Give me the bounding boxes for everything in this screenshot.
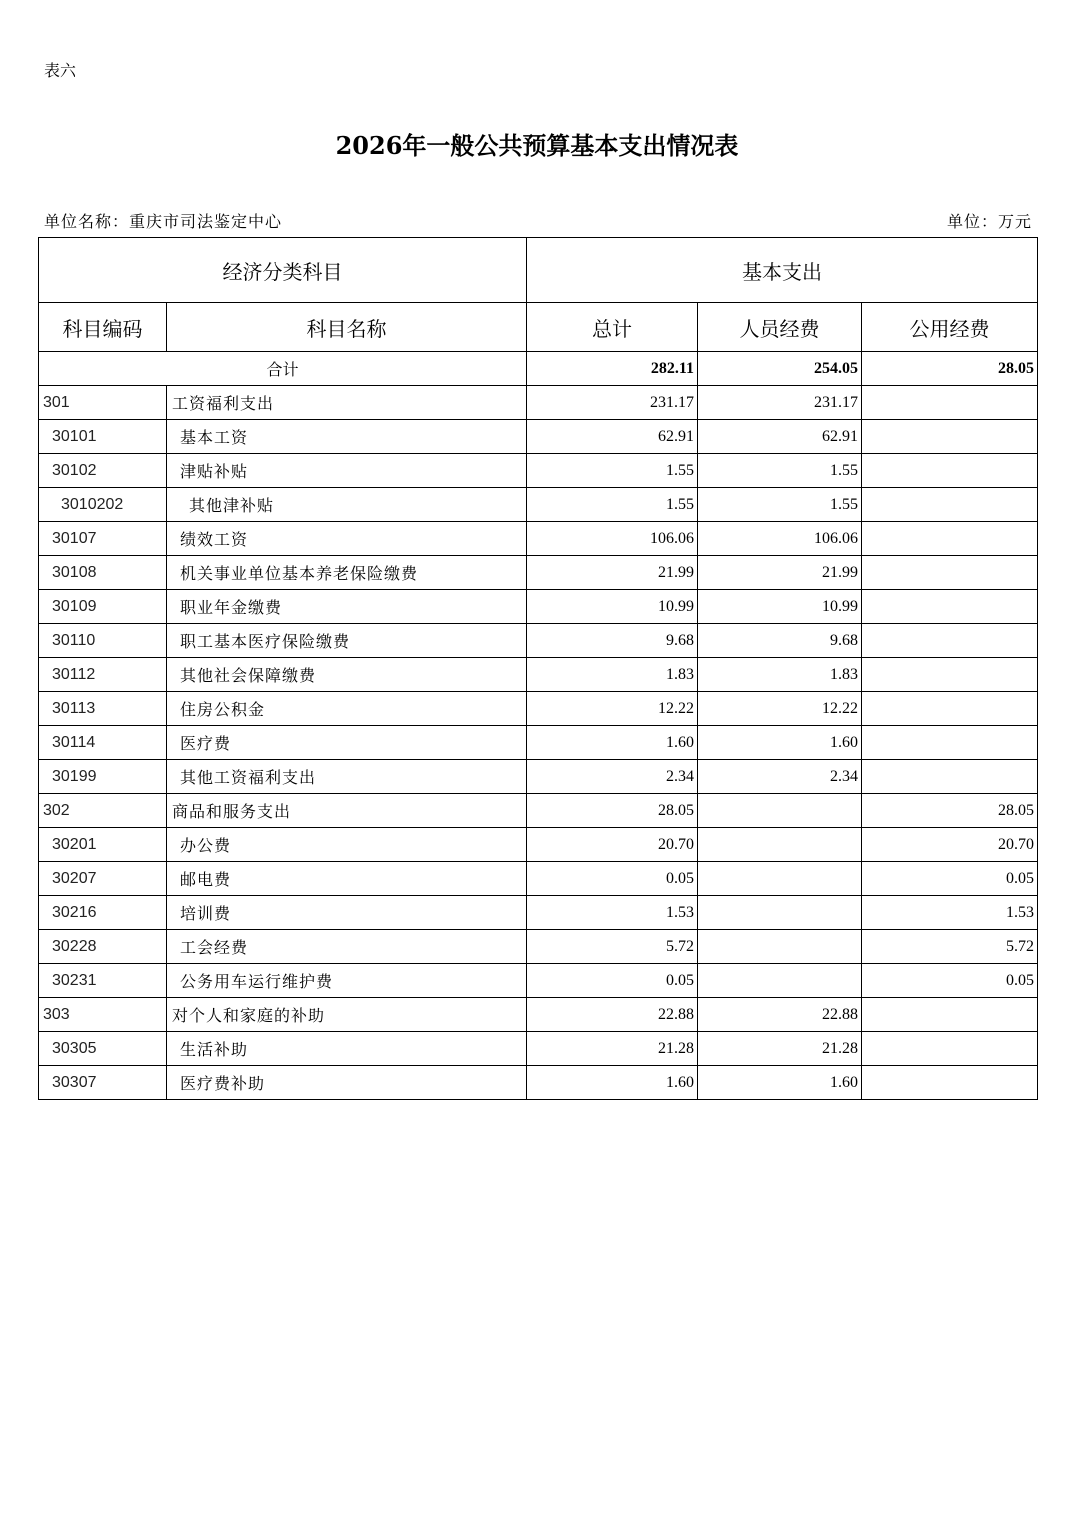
row-name: 培训费 [167,896,527,930]
row-name: 邮电费 [167,862,527,896]
row-total: 106.06 [527,522,698,556]
table-row [39,760,1038,794]
row-code: 30108 [39,556,167,590]
row-code: 30114 [39,726,167,760]
row-name: 其他津补贴 [167,488,527,522]
row-public [862,420,1038,454]
table-number: 表六 [44,61,77,80]
row-code: 30307 [39,1066,167,1100]
header-group-row [39,238,1038,303]
table-row [39,624,1038,658]
header-basic-expenditure: 基本支出 [527,238,1038,303]
row-personnel: 62.91 [698,420,862,454]
table-row [39,386,1038,420]
header-code: 科目编码 [39,303,167,352]
row-code: 30231 [39,964,167,998]
row-code: 301 [39,386,167,420]
row-total: 10.99 [527,590,698,624]
table-row [39,488,1038,522]
row-name: 对个人和家庭的补助 [167,998,527,1032]
row-name: 公务用车运行维护费 [167,964,527,998]
table-row [39,828,1038,862]
row-code: 302 [39,794,167,828]
row-public [862,726,1038,760]
header-total: 总计 [527,303,698,352]
row-total: 1.55 [527,488,698,522]
row-public [862,454,1038,488]
row-code: 30305 [39,1032,167,1066]
table-row [39,726,1038,760]
table-row [39,658,1038,692]
row-total: 1.60 [527,1066,698,1100]
unit-name: 单位名称：重庆市司法鉴定中心 [44,212,283,231]
row-public [862,692,1038,726]
row-public [862,556,1038,590]
row-code: 30201 [39,828,167,862]
row-code: 30216 [39,896,167,930]
row-public [862,624,1038,658]
row-total: 231.17 [527,386,698,420]
total-row [39,352,1038,386]
row-total: 28.05 [527,794,698,828]
row-name: 绩效工资 [167,522,527,556]
row-code: 3010202 [39,488,167,522]
table-row [39,590,1038,624]
row-name: 基本工资 [167,420,527,454]
header-name: 科目名称 [167,303,527,352]
row-total: 0.05 [527,964,698,998]
table-row [39,862,1038,896]
row-total: 5.72 [527,930,698,964]
row-personnel: 10.99 [698,590,862,624]
row-code: 30107 [39,522,167,556]
header-economic-category: 经济分类科目 [39,238,527,303]
table-row [39,998,1038,1032]
row-code: 303 [39,998,167,1032]
page-title: 2026年一般公共预算基本支出情况表 [335,131,739,160]
row-personnel: 1.60 [698,1066,862,1100]
row-total: 1.83 [527,658,698,692]
total-public: 28.05 [862,352,1038,386]
row-personnel: 21.28 [698,1032,862,1066]
row-code: 30109 [39,590,167,624]
row-personnel [698,794,862,828]
row-personnel: 1.55 [698,488,862,522]
row-total: 12.22 [527,692,698,726]
header-public: 公用经费 [862,303,1038,352]
row-personnel: 1.60 [698,726,862,760]
budget-table [38,237,1038,1100]
row-public [862,658,1038,692]
row-total: 21.99 [527,556,698,590]
table-row [39,1066,1038,1100]
row-personnel [698,930,862,964]
row-public: 5.72 [862,930,1038,964]
row-name: 医疗费补助 [167,1066,527,1100]
row-name: 商品和服务支出 [167,794,527,828]
row-name: 医疗费 [167,726,527,760]
header-personnel: 人员经费 [698,303,862,352]
table-row [39,930,1038,964]
row-personnel: 2.34 [698,760,862,794]
table-row [39,522,1038,556]
row-total: 1.60 [527,726,698,760]
row-public: 0.05 [862,862,1038,896]
header-column-row [39,303,1038,352]
row-total: 9.68 [527,624,698,658]
row-name: 机关事业单位基本养老保险缴费 [167,556,527,590]
row-public: 1.53 [862,896,1038,930]
row-name: 工资福利支出 [167,386,527,420]
table-row [39,896,1038,930]
row-total: 2.34 [527,760,698,794]
row-public [862,522,1038,556]
row-code: 30110 [39,624,167,658]
row-personnel: 106.06 [698,522,862,556]
row-public [862,760,1038,794]
table-row [39,454,1038,488]
row-name: 职业年金缴费 [167,590,527,624]
row-personnel: 9.68 [698,624,862,658]
row-code: 30102 [39,454,167,488]
row-public: 28.05 [862,794,1038,828]
row-total: 1.55 [527,454,698,488]
total-label: 合计 [39,352,527,386]
row-name: 工会经费 [167,930,527,964]
row-personnel: 1.83 [698,658,862,692]
row-personnel: 231.17 [698,386,862,420]
row-name: 办公费 [167,828,527,862]
row-total: 21.28 [527,1032,698,1066]
row-code: 30207 [39,862,167,896]
row-code: 30112 [39,658,167,692]
table-row [39,794,1038,828]
row-total: 0.05 [527,862,698,896]
row-name: 职工基本医疗保险缴费 [167,624,527,658]
row-personnel [698,862,862,896]
row-personnel [698,964,862,998]
table-row [39,420,1038,454]
row-total: 1.53 [527,896,698,930]
row-public [862,1066,1038,1100]
row-code: 30101 [39,420,167,454]
total-total: 282.11 [527,352,698,386]
row-public [862,998,1038,1032]
total-personnel: 254.05 [698,352,862,386]
row-total: 22.88 [527,998,698,1032]
row-personnel: 22.88 [698,998,862,1032]
table-row [39,1032,1038,1066]
row-personnel: 12.22 [698,692,862,726]
row-public [862,590,1038,624]
table-row [39,964,1038,998]
row-public [862,1032,1038,1066]
row-personnel [698,896,862,930]
row-total: 62.91 [527,420,698,454]
row-total: 20.70 [527,828,698,862]
row-name: 津贴补贴 [167,454,527,488]
row-personnel: 1.55 [698,454,862,488]
row-name: 生活补助 [167,1032,527,1066]
row-personnel: 21.99 [698,556,862,590]
table-row [39,692,1038,726]
row-name: 住房公积金 [167,692,527,726]
row-code: 30113 [39,692,167,726]
table-row [39,556,1038,590]
row-public: 20.70 [862,828,1038,862]
row-code: 30228 [39,930,167,964]
row-name: 其他工资福利支出 [167,760,527,794]
row-public [862,386,1038,420]
row-name: 其他社会保障缴费 [167,658,527,692]
currency-unit: 单位：万元 [946,212,1032,231]
row-public: 0.05 [862,964,1038,998]
row-personnel [698,828,862,862]
row-public [862,488,1038,522]
row-code: 30199 [39,760,167,794]
